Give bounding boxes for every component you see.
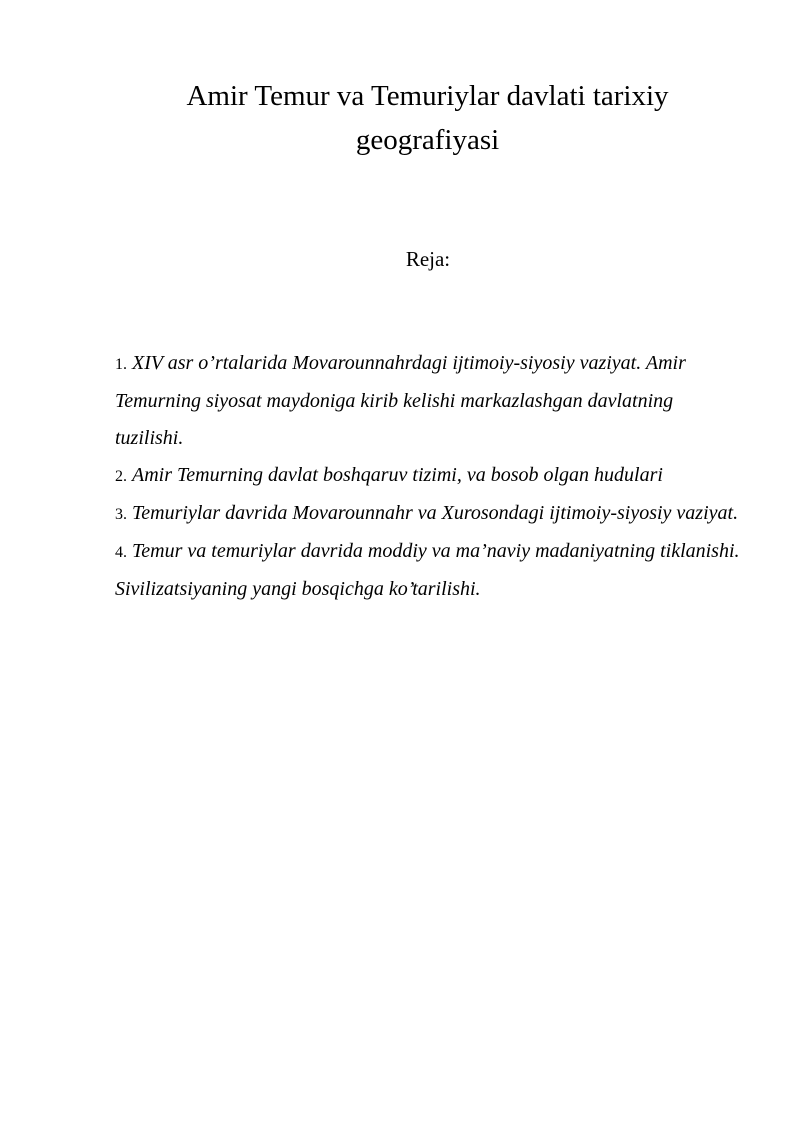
plan-item-number: 4. xyxy=(115,544,127,561)
plan-heading: Reja: xyxy=(405,247,451,271)
plan-item-number: 3. xyxy=(115,506,127,523)
plan-item-text: XIV asr o’rtalarida Movarounnahrdagi ijtimoiy-siyosiy vaziyat. Amir Temurning siyosat maydoniga kirib kelishi markazlashgan davlatning tuzilishi. xyxy=(115,352,686,449)
plan-item xyxy=(115,457,740,495)
plan-list xyxy=(115,345,740,608)
plan-item xyxy=(115,533,740,608)
plan-item-number: 2. xyxy=(115,468,127,485)
plan-item-number: 1. xyxy=(115,356,127,373)
plan-item xyxy=(115,495,740,533)
document-title: Amir Temur va Temuriylar davlati tarixiy geografiyasi xyxy=(186,80,669,156)
plan-item-text: Temuriylar davrida Movarounnahr va Xurosondagi ijtimoiy-siyosiy vaziyat. xyxy=(132,502,739,524)
plan-item-text: Temur va temuriylar davrida moddiy va ma’naviy madaniyatning tiklanishi. Sivilizatsiyaning yangi bosqichga ko’tarilishi. xyxy=(115,540,740,600)
plan-item-text: Amir Temurning davlat boshqaruv tizimi, va bosob olgan hudulari xyxy=(132,464,663,486)
plan-item xyxy=(115,345,740,457)
